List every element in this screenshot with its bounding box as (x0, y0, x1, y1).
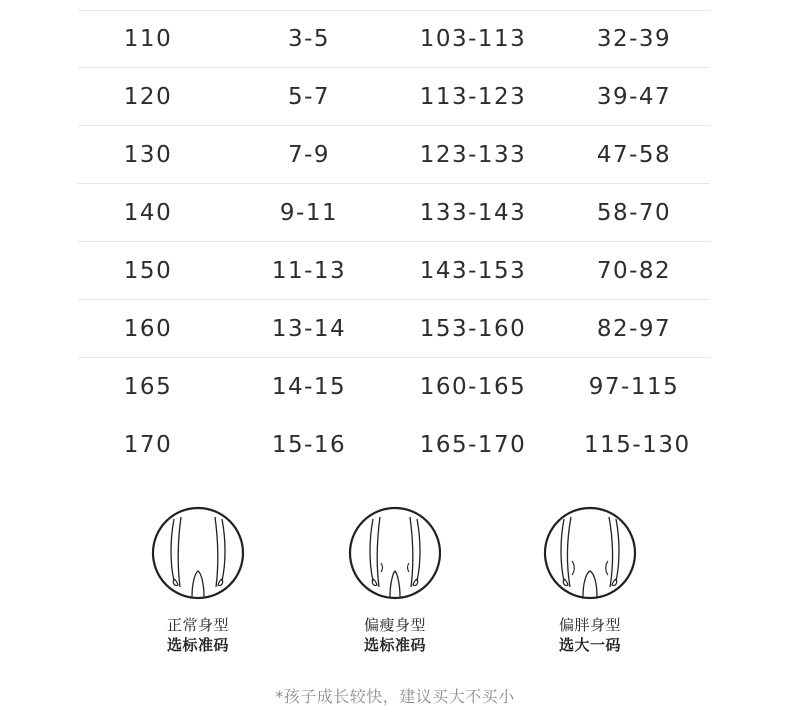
age-cell: 7-9 (287, 142, 331, 168)
height-cell: 150 (123, 258, 173, 284)
range-cell: 165-170 (419, 432, 527, 458)
range-cell: 143-153 (419, 258, 527, 284)
height-cell: 165 (123, 374, 173, 400)
row-divider (78, 183, 710, 184)
age-cell: 3-5 (287, 26, 331, 52)
weight-cell: 58-70 (596, 200, 672, 226)
height-cell: 140 (123, 200, 173, 226)
age-cell: 5-7 (287, 84, 331, 110)
range-cell: 133-143 (419, 200, 527, 226)
row-divider (78, 241, 710, 242)
height-cell: 130 (123, 142, 173, 168)
weight-cell: 115-130 (584, 432, 691, 458)
weight-cell: 47-58 (596, 142, 672, 168)
table-row (78, 69, 710, 126)
row-divider (78, 67, 710, 68)
height-cell: 170 (123, 432, 173, 458)
height-cell: 110 (123, 26, 173, 52)
table-row (78, 11, 710, 68)
row-divider (78, 125, 710, 126)
row-divider (78, 357, 710, 358)
weight-cell: 97-115 (588, 374, 680, 400)
weight-cell: 70-82 (596, 258, 672, 284)
table-row (78, 417, 710, 474)
slim-body-icon (347, 505, 443, 601)
range-cell: 153-160 (419, 316, 527, 342)
size-advice: 选大一码 (558, 636, 621, 654)
table-row (78, 185, 710, 242)
range-cell: 113-123 (419, 84, 527, 110)
range-cell: 123-133 (419, 142, 527, 168)
chubby-body-icon (542, 505, 638, 601)
age-cell: 11-13 (271, 258, 347, 284)
weight-cell: 39-47 (596, 84, 672, 110)
weight-cell: 32-39 (596, 26, 672, 52)
age-cell: 15-16 (271, 432, 347, 458)
height-cell: 160 (123, 316, 173, 342)
table-row (78, 359, 710, 416)
age-cell: 14-15 (271, 374, 347, 400)
body-type-label: 正常身型 (166, 616, 229, 634)
age-cell: 13-14 (271, 316, 347, 342)
range-cell: 160-165 (419, 374, 527, 400)
body-type-label: 偏胖身型 (558, 616, 621, 634)
age-cell: 9-11 (279, 200, 339, 226)
row-divider (78, 299, 710, 300)
range-cell: 103-113 (419, 26, 527, 52)
body-type-chubby (535, 505, 645, 655)
body-type-label: 偏瘦身型 (363, 616, 426, 634)
body-type-normal (143, 505, 253, 655)
height-cell: 120 (123, 84, 173, 110)
weight-cell: 82-97 (596, 316, 672, 342)
normal-body-icon (150, 505, 246, 601)
table-row (78, 243, 710, 300)
table-row (78, 127, 710, 184)
size-advice: 选标准码 (363, 636, 426, 654)
size-advice: 选标准码 (166, 636, 229, 654)
table-row (78, 301, 710, 358)
size-footnote: *孩子成长较快，建议买大不买小 (275, 687, 515, 706)
body-type-slim (340, 505, 450, 655)
